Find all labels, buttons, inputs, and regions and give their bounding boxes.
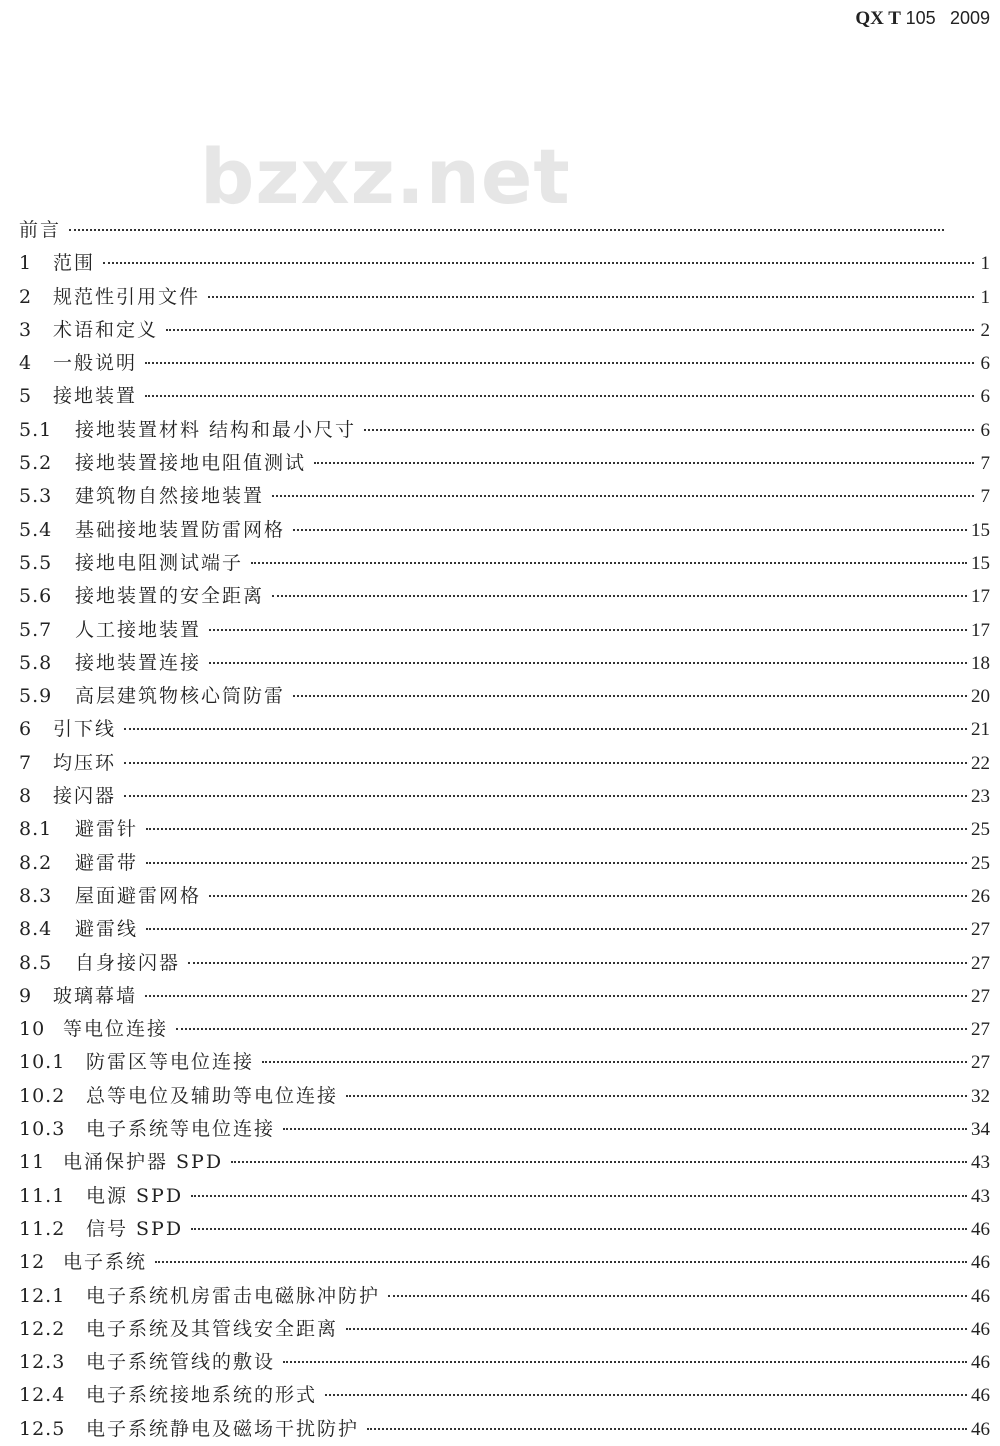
toc-entry[interactable] (19, 1113, 990, 1146)
toc-entry-page: 23 (971, 786, 990, 808)
toc-entry[interactable] (19, 514, 990, 547)
toc-entry-title: 前言 (19, 219, 62, 241)
toc-entry-page: 7 (980, 453, 990, 475)
toc-entry-title: 玻璃幕墙 (53, 984, 138, 1007)
toc-entry[interactable] (19, 1346, 990, 1379)
toc-entry-page: 46 (971, 1318, 990, 1340)
toc-entry-title: 总等电位及辅助等电位连接 (86, 1084, 339, 1107)
toc-dot-leader (124, 794, 967, 797)
standard-code: QX T (855, 8, 901, 29)
toc-dot-leader (251, 561, 967, 564)
toc-entry[interactable] (19, 1213, 990, 1246)
toc-dot-leader (191, 1227, 967, 1230)
toc-entry-title: 电涌保护器 SPD (63, 1151, 224, 1174)
toc-dot-leader (346, 1327, 967, 1330)
toc-entry[interactable] (19, 281, 990, 314)
toc-entry[interactable] (19, 247, 990, 280)
toc-entry-page: 17 (971, 586, 990, 608)
toc-entry-page: 46 (971, 1285, 990, 1307)
toc-entry-page: 46 (971, 1352, 990, 1374)
toc-entry[interactable] (19, 380, 990, 413)
toc-entry-number: 5.9 (19, 685, 53, 708)
toc-entry-title: 引下线 (53, 718, 117, 741)
toc-dot-leader (346, 1094, 967, 1097)
toc-entry-title: 规范性引用文件 (53, 285, 201, 308)
toc-entry[interactable] (19, 1046, 990, 1079)
toc-entry-title: 避雷线 (75, 918, 139, 941)
toc-entry-title: 基础接地装置防雷网格 (75, 518, 286, 541)
toc-entry-page: 46 (971, 1418, 990, 1440)
toc-dot-leader (145, 394, 974, 397)
toc-entry-number: 5.5 (19, 551, 53, 574)
toc-entry-page: 2 (980, 319, 990, 341)
toc-entry[interactable] (19, 314, 990, 347)
toc-entry-title: 电子系统 (63, 1251, 148, 1274)
toc-entry-number: 12 (19, 1251, 46, 1274)
toc-entry-page: 6 (980, 353, 990, 375)
toc-entry-title: 电子系统静电及磁场干扰防护 (86, 1417, 360, 1440)
toc-dot-leader (272, 494, 974, 497)
toc-dot-leader (209, 661, 967, 664)
toc-entry-title: 一般说明 (53, 352, 138, 375)
toc-entry-number: 10.3 (19, 1118, 66, 1141)
toc-entry-number: 10 (19, 1018, 46, 1041)
toc-entry-number: 8.5 (19, 951, 53, 974)
toc-entry[interactable] (19, 913, 990, 946)
toc-entry[interactable] (19, 414, 990, 447)
toc-entry[interactable] (19, 1180, 990, 1213)
toc-dot-leader (146, 861, 967, 864)
toc-entry-title: 避雷针 (75, 818, 139, 841)
toc-dot-leader (272, 594, 967, 597)
toc-entry-page: 20 (971, 686, 990, 708)
toc-entry-page: 25 (971, 819, 990, 841)
standard-number: 105 (905, 8, 936, 28)
toc-dot-leader (262, 1060, 967, 1063)
toc-entry-title: 避雷带 (75, 851, 139, 874)
toc-entry[interactable] (19, 1080, 990, 1113)
toc-dot-leader (146, 827, 967, 830)
toc-entry-page: 17 (971, 619, 990, 641)
toc-entry-number: 8.1 (19, 818, 53, 841)
toc-entry-title: 电子系统等电位连接 (86, 1118, 276, 1141)
toc-entry-page: 46 (971, 1385, 990, 1407)
toc-entry-number: 8 (19, 785, 33, 808)
toc-entry-title: 术语和定义 (53, 318, 159, 341)
toc-entry-title: 接地装置接地电阻值测试 (75, 452, 307, 475)
toc-entry[interactable] (19, 847, 990, 880)
toc-entry[interactable] (19, 880, 990, 913)
toc-entry-page: 46 (971, 1218, 990, 1240)
toc-entry-title: 接地装置材料 结构和最小尺寸 (75, 418, 357, 441)
toc-dot-leader (69, 228, 944, 231)
toc-dot-leader (367, 1427, 967, 1430)
toc-entry-page: 21 (971, 719, 990, 741)
toc-entry[interactable] (19, 347, 990, 380)
toc-entry-title: 人工接地装置 (75, 618, 202, 641)
toc-entry[interactable] (19, 713, 990, 746)
toc-entry[interactable] (19, 1413, 990, 1446)
toc-entry-page: 43 (971, 1152, 990, 1174)
toc-entry-page: 15 (971, 552, 990, 574)
toc-dot-leader (103, 261, 974, 264)
toc-entry-page: 27 (971, 1052, 990, 1074)
toc-entry-page: 43 (971, 1185, 990, 1207)
toc-entry-page: 32 (971, 1085, 990, 1107)
toc-dot-leader (388, 1294, 967, 1297)
toc-entry-number: 10.2 (19, 1084, 66, 1107)
toc-entry[interactable] (19, 214, 990, 247)
toc-entry-number: 5.7 (19, 618, 53, 641)
toc-entry-number: 5 (19, 385, 33, 408)
toc-dot-leader (176, 1027, 967, 1030)
toc-entry-title: 电子系统机房雷击电磁脉冲防护 (86, 1284, 381, 1307)
toc-entry-title: 接地电阻测试端子 (75, 551, 244, 574)
toc-dot-leader (145, 361, 974, 364)
toc-entry-title: 接闪器 (53, 785, 117, 808)
toc-entry-number: 11 (19, 1151, 46, 1174)
toc-entry-title: 自身接闪器 (75, 951, 181, 974)
toc-entry-page: 27 (971, 1019, 990, 1041)
toc-entry-title: 电子系统管线的敷设 (86, 1351, 276, 1374)
table-of-contents (19, 214, 990, 1446)
toc-entry-title: 等电位连接 (63, 1018, 169, 1041)
toc-entry[interactable] (19, 647, 990, 680)
toc-entry-number: 2 (19, 285, 33, 308)
toc-entry-number: 6 (19, 718, 33, 741)
toc-dot-leader (124, 727, 967, 730)
toc-entry-number: 5.1 (19, 418, 53, 441)
toc-entry-page: 6 (980, 386, 990, 408)
toc-entry-page: 22 (971, 752, 990, 774)
toc-entry[interactable] (19, 747, 990, 780)
toc-dot-leader (188, 961, 967, 964)
toc-dot-leader (208, 295, 974, 298)
toc-dot-leader (155, 1260, 967, 1263)
toc-entry-page: 27 (971, 952, 990, 974)
toc-entry[interactable] (19, 1313, 990, 1346)
toc-entry[interactable] (19, 480, 990, 513)
toc-entry-page: 27 (971, 985, 990, 1007)
toc-entry-number: 9 (19, 984, 33, 1007)
toc-entry-number: 5.4 (19, 518, 53, 541)
toc-entry-number: 8.2 (19, 851, 53, 874)
toc-entry[interactable] (19, 1379, 990, 1412)
toc-dot-leader (283, 1127, 967, 1130)
toc-entry[interactable] (19, 980, 990, 1013)
toc-entry[interactable] (19, 580, 990, 613)
toc-dot-leader (191, 1194, 967, 1197)
toc-entry-number: 5.6 (19, 585, 53, 608)
toc-entry[interactable] (19, 680, 990, 713)
toc-entry-number: 11.2 (19, 1217, 66, 1240)
toc-entry-title: 屋面避雷网格 (75, 884, 202, 907)
toc-entry[interactable] (19, 447, 990, 480)
watermark: bzxz.net (200, 132, 571, 221)
toc-dot-leader (209, 894, 967, 897)
toc-entry-number: 11.1 (19, 1184, 66, 1207)
toc-entry-number: 7 (19, 751, 33, 774)
toc-entry-page: 15 (971, 519, 990, 541)
toc-entry-page: 6 (980, 419, 990, 441)
toc-entry[interactable] (19, 1246, 990, 1279)
toc-entry-title: 信号 SPD (86, 1217, 184, 1240)
toc-entry-title: 范围 (53, 252, 96, 275)
page-header (855, 8, 990, 30)
toc-entry-number: 4 (19, 352, 33, 375)
toc-entry[interactable] (19, 1146, 990, 1179)
toc-dot-leader (145, 994, 967, 997)
toc-entry[interactable] (19, 780, 990, 813)
toc-entry-number: 1 (19, 252, 33, 275)
toc-entry-page: 1 (980, 253, 990, 275)
toc-entry[interactable] (19, 1280, 990, 1313)
toc-entry[interactable] (19, 947, 990, 980)
toc-dot-leader (314, 461, 974, 464)
toc-entry-title: 电子系统接地系统的形式 (86, 1384, 318, 1407)
toc-dot-leader (209, 628, 967, 631)
toc-entry-title: 接地装置连接 (75, 651, 202, 674)
toc-entry-number: 8.4 (19, 918, 53, 941)
toc-entry-title: 建筑物自然接地装置 (75, 485, 265, 508)
toc-entry-title: 电子系统及其管线安全距离 (86, 1317, 339, 1340)
toc-entry-number: 12.3 (19, 1351, 66, 1374)
toc-entry-title: 防雷区等电位连接 (86, 1051, 255, 1074)
toc-dot-leader (325, 1393, 967, 1396)
toc-entry-number: 3 (19, 318, 33, 341)
toc-entry-number: 12.2 (19, 1317, 66, 1340)
toc-entry-number: 5.3 (19, 485, 53, 508)
toc-entry-page: 25 (971, 852, 990, 874)
toc-entry[interactable] (19, 614, 990, 647)
toc-entry-page: 46 (971, 1252, 990, 1274)
toc-entry-title: 高层建筑物核心筒防雷 (75, 685, 286, 708)
toc-entry[interactable] (19, 813, 990, 846)
toc-entry-title: 接地装置 (53, 385, 138, 408)
toc-dot-leader (364, 428, 974, 431)
toc-dot-leader (231, 1160, 967, 1163)
toc-entry-title: 电源 SPD (86, 1184, 184, 1207)
toc-entry-number: 12.4 (19, 1384, 66, 1407)
toc-dot-leader (146, 927, 967, 930)
toc-dot-leader (293, 528, 967, 531)
toc-entry-number: 10.1 (19, 1051, 66, 1074)
toc-entry-page: 1 (980, 286, 990, 308)
toc-entry-number: 5.8 (19, 651, 53, 674)
toc-dot-leader (293, 694, 967, 697)
toc-dot-leader (166, 328, 974, 331)
toc-entry[interactable] (19, 1013, 990, 1046)
toc-entry-page: 34 (971, 1119, 990, 1141)
standard-year: 2009 (949, 8, 990, 28)
toc-entry-number: 12.1 (19, 1284, 66, 1307)
toc-entry-title: 均压环 (53, 751, 117, 774)
toc-entry[interactable] (19, 547, 990, 580)
toc-entry-page: 7 (980, 486, 990, 508)
toc-dot-leader (283, 1360, 967, 1363)
toc-dot-leader (124, 761, 967, 764)
toc-entry-title: 接地装置的安全距离 (75, 585, 265, 608)
toc-entry-page: 27 (971, 919, 990, 941)
toc-entry-number: 8.3 (19, 884, 53, 907)
toc-entry-page: 26 (971, 885, 990, 907)
toc-entry-page: 18 (971, 652, 990, 674)
toc-entry-number: 5.2 (19, 452, 53, 475)
toc-entry-number: 12.5 (19, 1417, 66, 1440)
